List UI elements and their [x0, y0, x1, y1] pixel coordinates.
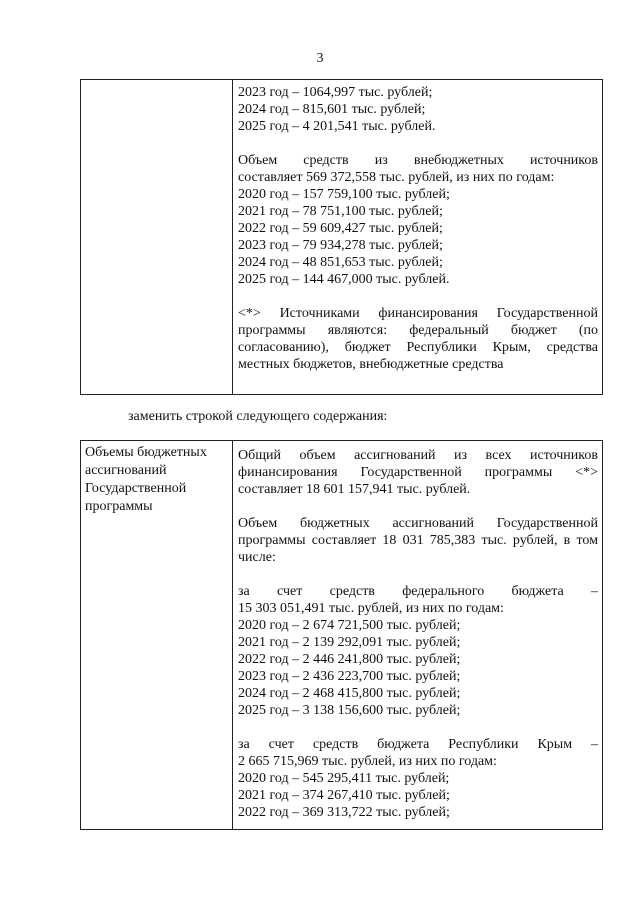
year-line: 2022 год – 2 446 241,800 тыс. рублей;: [238, 652, 461, 667]
year-line: 2021 год – 374 267,410 тыс. рублей;: [238, 788, 450, 803]
year-line: 2025 год – 4 201,541 тыс. рублей.: [238, 119, 436, 134]
year-line: 2021 год – 2 139 292,091 тыс. рублей;: [238, 635, 461, 650]
budget-allocation-text: Объем бюджетных ассигнований Государственной программы составляет 18 031 785,383 тыс. рублей, в том числе:: [238, 516, 598, 565]
year-line: 2024 год – 815,601 тыс. рублей;: [238, 102, 426, 117]
year-line: 2023 год – 79 934,278 тыс. рублей;: [238, 238, 443, 253]
total-allocation-text: Общий объем ассигнований из всех источников финансирования Государственной программы <*> составляет 18 601 157,941 тыс. рублей.: [238, 448, 598, 497]
year-line: 2020 год – 2 674 721,500 тыс. рублей;: [238, 618, 461, 633]
label-line: Объемы бюджетных: [85, 445, 207, 460]
budget-table-original: [80, 79, 603, 395]
year-line: 2023 год – 1064,997 тыс. рублей;: [238, 85, 433, 100]
table-row: [81, 80, 603, 395]
extra-budget-intro-line1: Объем средств из внебюджетных источников: [238, 153, 598, 168]
year-line: 2021 год – 78 751,100 тыс. рублей;: [238, 204, 443, 219]
table-cell-label: [81, 441, 233, 830]
year-line: 2020 год – 157 759,100 тыс. рублей;: [238, 187, 450, 202]
label-line: Государственной: [85, 481, 187, 496]
replace-instruction: заменить строкой следующего содержания:: [128, 409, 388, 424]
budget-table-replacement: [80, 440, 603, 830]
label-line: программы: [85, 499, 153, 514]
table-cell-content: [233, 80, 603, 395]
footnote-text: <*> Источниками финансирования Государственной программы являются: федеральный бюджет (по согласованию), бюджет Республики Крым, средства местных бюджетов, внебюджетные средства: [238, 306, 598, 372]
federal-intro-line1: за счет средств федерального бюджета –: [238, 584, 598, 599]
table-row: [81, 441, 603, 830]
extra-budget-intro-line2: составляет 569 372,558 тыс. рублей, из них по годам:: [238, 170, 555, 185]
year-line: 2022 год – 369 313,722 тыс. рублей;: [238, 805, 450, 820]
year-line: 2023 год – 2 436 223,700 тыс. рублей;: [238, 669, 461, 684]
crimea-intro-line2: 2 665 715,969 тыс. рублей, из них по годам:: [238, 754, 497, 769]
table-cell-label-empty: [81, 80, 233, 395]
year-line: 2024 год – 48 851,653 тыс. рублей;: [238, 255, 443, 270]
year-line: 2020 год – 545 295,411 тыс. рублей;: [238, 771, 450, 786]
year-line: 2024 год – 2 468 415,800 тыс. рублей;: [238, 686, 461, 701]
crimea-intro-line1: за счет средств бюджета Республики Крым –: [238, 737, 598, 752]
table-cell-content: [233, 441, 603, 830]
year-line: 2025 год – 144 467,000 тыс. рублей.: [238, 272, 450, 287]
year-line: 2022 год – 59 609,427 тыс. рублей;: [238, 221, 443, 236]
year-line: 2025 год – 3 138 156,600 тыс. рублей;: [238, 703, 461, 718]
page-number: 3: [316, 51, 324, 66]
federal-intro-line2: 15 303 051,491 тыс. рублей, из них по годам:: [238, 601, 504, 616]
label-line: ассигнований: [85, 463, 167, 478]
